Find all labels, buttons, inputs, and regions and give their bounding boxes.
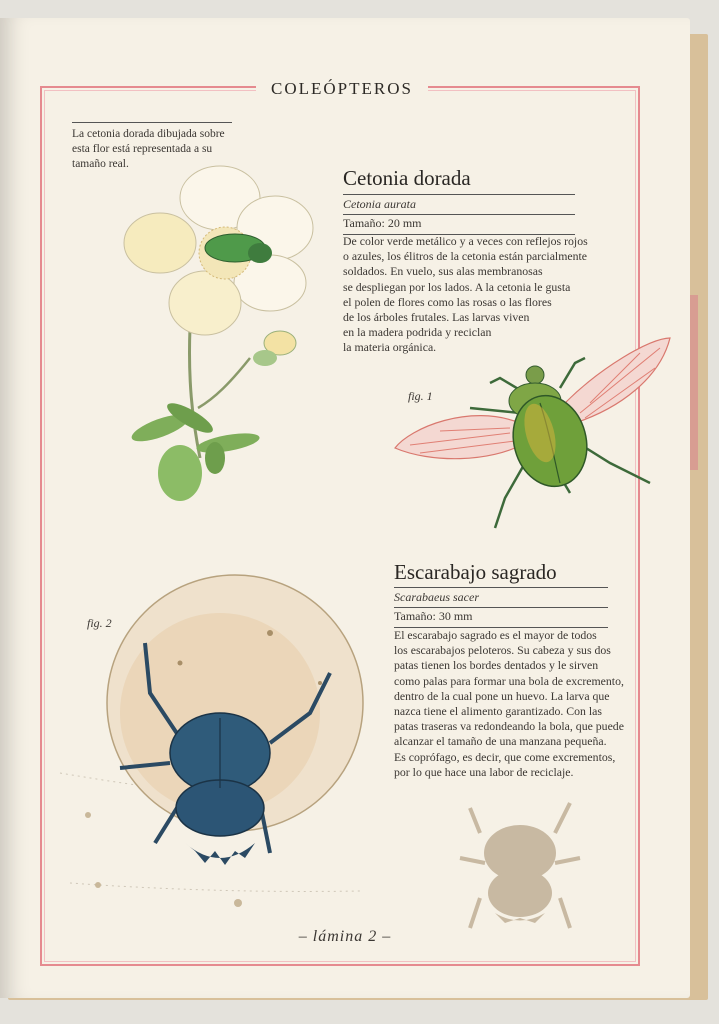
page-title: COLEÓPTEROS bbox=[256, 76, 428, 102]
figure-1-label: fig. 1 bbox=[408, 389, 433, 403]
species-2-title: Escarabajo sagrado bbox=[394, 560, 557, 584]
species-1-size: Tamaño: 20 mm bbox=[343, 214, 575, 235]
species-2-description: El escarabajo sagrado es el mayor de todos los escarabajos peloteros. Su cabeza y sus dos patas tienen los bordes dentados y le sirven como palas para formar una bola de excremento, dentro de la cual pone un huevo. La larva que nazca tiene el alimento garantizado. Con las patas traseras va redondeando la bola, que puede alcanzar el tamaño de una manzana pequeña. Es coprófago, es decir, que come excrementos, por lo que hace una labor de reciclaje. bbox=[394, 628, 624, 779]
species-1-description: De color verde metálico y a veces con reflejos rojos o azules, los élitros de la cetonia están parcialmente soldados. En vuelo, sus alas membranosas se despliegan por los lados. A la cetonia le gusta el polen de flores como las rosas o las flores de los árboles frutales. Las larvas viven en la madera podrida y reciclan la materia orgánica. bbox=[343, 234, 588, 355]
book-page bbox=[0, 18, 690, 998]
scarab-silhouette-illustration bbox=[440, 788, 600, 938]
sacred-scarab-illustration bbox=[60, 573, 380, 913]
species-1-title: Cetonia dorada bbox=[343, 166, 471, 190]
rose-flower-illustration bbox=[120, 158, 320, 508]
species-1-scientific-name: Cetonia aurata bbox=[343, 194, 575, 215]
rose-chafer-illustration bbox=[390, 333, 675, 533]
illustration-caption: La cetonia dorada dibujada sobre esta flor está representada a su tamaño real. bbox=[72, 122, 232, 172]
species-2-scientific-name: Scarabaeus sacer bbox=[394, 587, 608, 608]
figure-2-label: fig. 2 bbox=[87, 616, 112, 630]
plate-number: – lámina 2 – bbox=[298, 928, 392, 945]
species-2-size: Tamaño: 30 mm bbox=[394, 607, 608, 628]
